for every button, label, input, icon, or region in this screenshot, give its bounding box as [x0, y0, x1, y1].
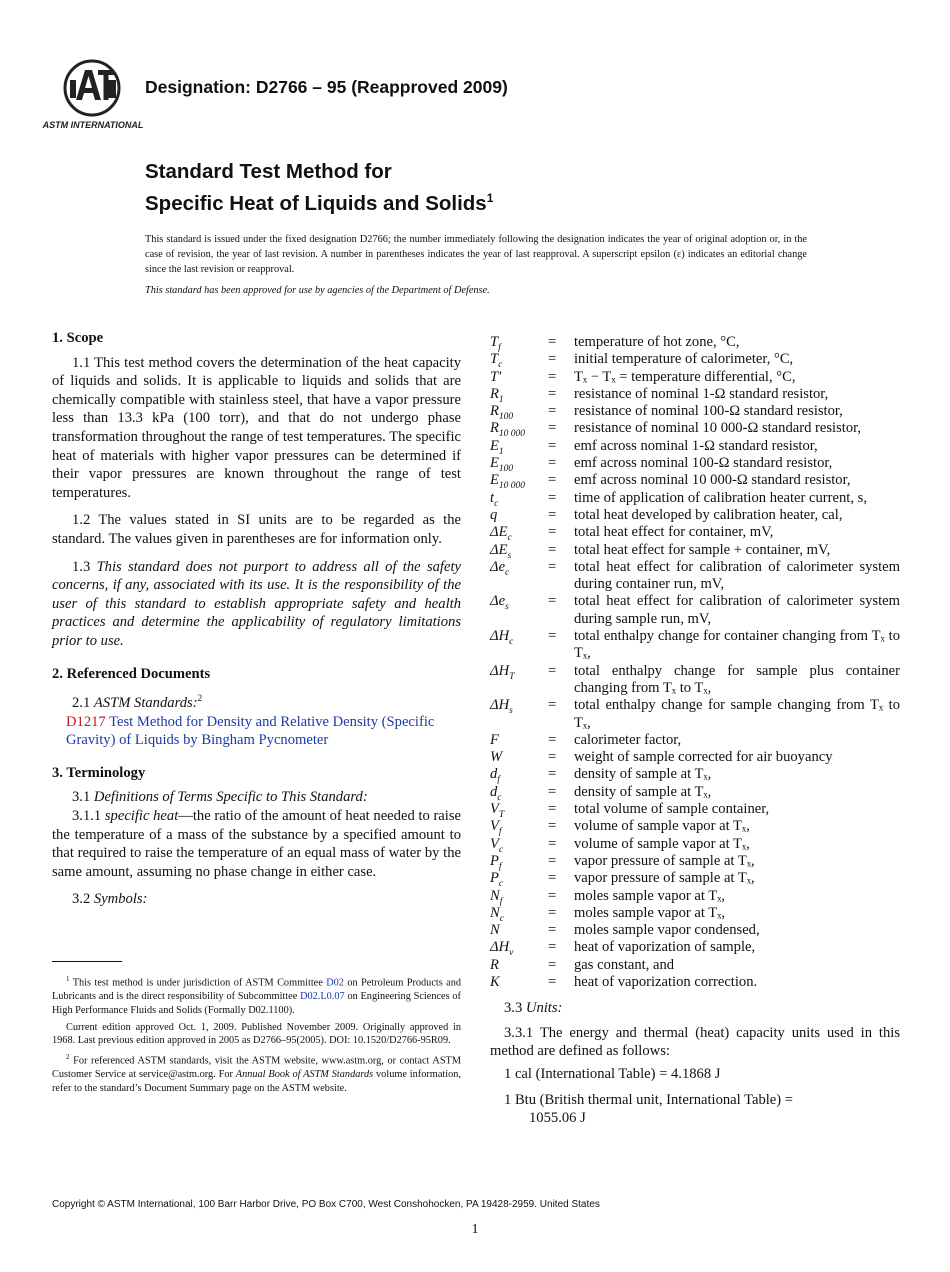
astm-standards-subheading: 2.1 ASTM Standards:$^2$: [72, 693, 203, 711]
symbol-description: total enthalpy change for sample plus container changing from Tₓ to Tₓ,: [574, 662, 900, 696]
symbol-row: [490, 818, 900, 835]
units-3-3-1: 3.3.1 The energy and thermal (heat) capacity units used in this method are defined as follows:: [490, 1024, 900, 1060]
symbol-description: vapor pressure of sample at Tₓ,: [574, 870, 755, 887]
equals-sign: =: [548, 887, 557, 904]
unit-btu-definition: 1 Btu (British thermal unit, International Table) =: [504, 1091, 794, 1108]
symbol: $t_c$: [490, 489, 499, 509]
symbol-row: [490, 870, 900, 887]
symbol: $\Delta H_v$: [490, 939, 514, 959]
symbol-row: [490, 888, 900, 905]
symbol: q: [490, 506, 498, 523]
symbol: $V_c$: [490, 835, 504, 855]
symbol-row: [490, 403, 900, 420]
symbol: $\Delta E_c$: [490, 524, 512, 544]
symbol-row: [490, 939, 900, 956]
equals-sign: =: [548, 801, 557, 818]
symbol-description: temperature of hot zone, °C,: [574, 334, 740, 350]
equals-sign: =: [548, 922, 557, 939]
symbol-description: initial temperature of calorimeter, °C,: [574, 351, 794, 368]
symbol: K: [490, 973, 500, 990]
equals-sign: =: [548, 593, 557, 610]
equals-sign: =: [548, 766, 557, 783]
symbol-row: [490, 784, 900, 801]
symbol-description: resistance of nominal 10 000-Ω standard resistor,: [574, 420, 862, 437]
symbol-description: volume of sample vapor at Tₓ,: [574, 818, 750, 835]
designation: Designation: D2766 – 95 (Reapproved 2009): [145, 77, 508, 97]
symbol-description: density of sample at Tₓ,: [574, 766, 712, 783]
scope-paragraph-1-2: 1.2 The values stated in SI units are to be regarded as the standard. The values given in parentheses are for information only.: [52, 512, 461, 547]
symbol-description: total heat effect for calibration of calorimeter system during container run, mV,: [574, 558, 900, 593]
equals-sign: =: [548, 541, 557, 558]
symbol-row: [490, 905, 900, 922]
symbol: $E_{10 000}$: [490, 472, 526, 492]
symbol-row: [490, 663, 900, 698]
symbol: $P_f$: [490, 852, 502, 872]
footnotes: [52, 973, 461, 1098]
equals-sign: =: [548, 852, 557, 869]
symbol-description: vapor pressure of sample at Tₓ,: [574, 852, 755, 869]
equals-sign: =: [548, 973, 557, 990]
scope-paragraph-1-1: 1.1 This test method covers the determination of the heat capacity of liquids and solids. It is applicable to liquids and solids that are chemically compatible with stainless steel, that have a vapor pressure less than 13.3 kPa (100 torr), and that do not undergo phase transformation throughout the range of test temperatures. The specific heat of materials with higher vapor pressures can be determined if their vapor pressures are known throughout the range of test temperatures.: [52, 354, 461, 501]
footnote-rule: [52, 961, 122, 962]
symbol: $\Delta H_c$: [490, 628, 514, 647]
page-number: 1: [471, 1222, 479, 1237]
equals-sign: =: [548, 368, 557, 385]
equals-sign: =: [548, 628, 557, 645]
symbol-description: total heat effect for calibration of calorimeter system during sample run, mV,: [574, 593, 900, 627]
symbol: $R_1$: [490, 385, 504, 405]
symbol-row: [490, 766, 900, 783]
symbol-row: [490, 507, 900, 524]
symbols-table: [490, 334, 900, 991]
right-column: [490, 334, 900, 1128]
symbol-description: gas constant, and: [574, 956, 675, 973]
symbol-description: total heat effect for container, mV,: [574, 524, 774, 541]
left-column: [52, 329, 461, 909]
symbol-row: [490, 749, 900, 766]
symbol-description: total enthalpy change for container changing from Tₓ to Tₓ,: [574, 628, 900, 662]
symbol-row: [490, 697, 900, 732]
unit-btu-value: 1055.06 J: [529, 1110, 586, 1127]
symbol-description: total heat effect for sample + container, mV,: [574, 541, 831, 558]
symbol-row: [490, 974, 900, 991]
symbol: $E_{100}$: [490, 455, 514, 474]
footnote-1: $^1$ This test method is under jurisdiction of ASTM Committee D02 on Petroleum Products and Lubricants and is the direct responsibility of Subcommittee D02.L0.07 on Engineering Sciences of High Performance Fluids and Solids (Formally D02.1100).: [52, 975, 462, 1016]
symbol: $d_f$: [490, 766, 500, 786]
link-d02[interactable]: D02: [326, 977, 344, 989]
equals-sign: =: [548, 749, 557, 766]
symbol-row: [490, 351, 900, 368]
equals-sign: =: [548, 662, 557, 679]
symbol: $\Delta H_s$: [490, 697, 513, 717]
equals-sign: =: [548, 351, 557, 368]
equals-sign: =: [548, 472, 557, 489]
symbol-description: Tₓ − Tₓ = temperature differential, °C,: [574, 368, 796, 385]
symbol-row: [490, 420, 900, 437]
symbol-description: moles sample vapor condensed,: [574, 922, 760, 939]
astm-logo-icon: [42, 58, 144, 132]
title-line-2: Specific Heat of Liquids and Solids$^1$: [145, 191, 494, 215]
symbol-description: heat of vaporization correction.: [574, 973, 758, 990]
symbol-description: total heat developed by calibration heater, cal,: [574, 506, 843, 523]
section-scope-heading: 1. Scope: [52, 330, 104, 346]
equals-sign: =: [548, 437, 557, 454]
equals-sign: =: [548, 870, 557, 887]
dod-approval-note: This standard has been approved for use by agencies of the Department of Defense.: [145, 285, 490, 296]
document-title: [145, 158, 493, 217]
symbol: $T_f$: [490, 334, 501, 353]
symbol-row: [490, 628, 900, 663]
symbol: $V_f$: [490, 818, 502, 838]
symbol-description: resistance of nominal 100-Ω standard resistor,: [574, 403, 843, 420]
symbol-row: [490, 957, 900, 974]
symbol-row: [490, 836, 900, 853]
equals-sign: =: [548, 939, 557, 956]
equals-sign: =: [548, 697, 557, 714]
symbol: N: [490, 922, 500, 939]
units-3-3: 3.3 Units:: [504, 1000, 563, 1017]
symbol-row: [490, 801, 900, 818]
symbol-row: [490, 472, 900, 489]
terminology-3-1: 3.1 Definitions of Terms Specific to This Standard:: [72, 789, 368, 806]
symbol-row: [490, 559, 900, 594]
title-line-1: Standard Test Method for: [145, 160, 392, 183]
symbol-description: weight of sample corrected for air buoyancy: [574, 749, 833, 766]
terminology-3-2: 3.2 Symbols:: [72, 891, 148, 908]
symbol-row: [490, 732, 900, 749]
symbol: $N_c$: [490, 904, 504, 924]
symbol: T′: [490, 368, 502, 385]
symbol-row: [490, 542, 900, 559]
symbol-description: time of application of calibration heater current, s,: [574, 489, 867, 506]
equals-sign: =: [548, 818, 557, 835]
title-footnote-mark[interactable]: 1: [486, 191, 494, 205]
symbol-row: [490, 369, 900, 386]
equals-sign: =: [548, 420, 557, 437]
symbol: $E_1$: [490, 437, 504, 457]
symbol: $P_c$: [490, 870, 504, 890]
section-referenced-documents-heading: 2. Referenced Documents: [52, 665, 211, 682]
equals-sign: =: [548, 731, 557, 748]
symbol-row: [490, 593, 900, 628]
reference-d1217[interactable]: D1217 Test Method for Density and Relative Density (Specific Gravity) of Liquids by Bingham Pycnometer: [66, 713, 435, 749]
symbol-row: [490, 922, 900, 939]
equals-sign: =: [548, 385, 557, 402]
symbol-description: moles sample vapor at Tₓ,: [574, 887, 726, 904]
astm-logo: [42, 58, 144, 132]
symbol-row: [490, 386, 900, 403]
unit-cal-definition: 1 cal (International Table) = 4.1868 J: [504, 1066, 721, 1083]
terminology-3-1-1: 3.1.1 specific heat—the ratio of the amount of heat needed to raise the temperature of a mass of the substance by a specified amount to that required to raise the temperature of an equal mass of water by the same amount, assuming no phase change in either case.: [52, 807, 461, 880]
symbol-description: heat of vaporization of sample,: [574, 939, 756, 956]
symbol-description: emf across nominal 10 000-Ω standard resistor,: [574, 472, 851, 489]
symbol: $\Delta E_s$: [490, 541, 512, 561]
symbol-row: [490, 334, 900, 351]
footnote-2: $^2$ For referenced ASTM standards, visit the ASTM website, www.astm.org, or contact ASTM Customer Service at service@astm.org. For Annual Book of ASTM Standards volume information, refer to the standard’s Document Summary page on the ASTM website.: [52, 1052, 462, 1094]
equals-sign: =: [548, 334, 557, 350]
svg-text:ASTM INTERNATIONAL: ASTM INTERNATIONAL: [42, 120, 144, 130]
footnote-1-edition: Current edition approved Oct. 1, 2009. Published November 2009. Originally approved in 1968. Last previous edition approved in 2005 as D2766–95(2005). DOI: 10.1520/D2766-95R09.: [52, 1021, 461, 1047]
equals-sign: =: [548, 783, 557, 800]
equals-sign: =: [548, 489, 557, 506]
symbol: $V_T$: [490, 801, 505, 820]
symbol: $\Delta e_s$: [490, 593, 509, 613]
symbol: $\Delta H_T$: [490, 662, 515, 682]
symbol-description: resistance of nominal 1-Ω standard resistor,: [574, 385, 829, 402]
link-d02-l0-07[interactable]: D02.L0.07: [300, 991, 345, 1003]
symbol-description: total enthalpy change for sample changing from Tₓ to Tₓ,: [574, 697, 900, 731]
symbol-row: [490, 524, 900, 541]
symbol: W: [490, 749, 503, 766]
issuance-notice: This standard is issued under the fixed designation D2766; the number immediately following the designation indicates the year of original adoption or, in the case of revision, the year of last revision. A number in parentheses indicates the year of last reapproval. A superscript epsilon (ε) indicates an editorial change since the last revision or reapproval.: [145, 234, 807, 275]
equals-sign: =: [548, 403, 557, 420]
units-section: [490, 999, 900, 1128]
symbol: $R_{100}$: [490, 403, 514, 423]
symbol-description: density of sample at Tₓ,: [574, 783, 712, 800]
symbol-row: [490, 438, 900, 455]
symbol-row: [490, 490, 900, 507]
equals-sign: =: [548, 956, 557, 973]
symbol-row: [490, 455, 900, 472]
symbol-description: emf across nominal 1-Ω standard resistor,: [574, 437, 818, 454]
symbol: $N_f$: [490, 887, 503, 907]
equals-sign: =: [548, 835, 557, 852]
symbol-description: emf across nominal 100-Ω standard resistor,: [574, 455, 833, 472]
symbol: $\Delta e_c$: [490, 558, 510, 578]
equals-sign: =: [548, 524, 557, 541]
symbol: $d_c$: [490, 783, 502, 803]
symbol-description: moles sample vapor at Tₓ,: [574, 904, 726, 921]
equals-sign: =: [548, 558, 557, 575]
section-terminology-heading: 3. Terminology: [52, 764, 146, 781]
equals-sign: =: [548, 455, 557, 472]
scope-paragraph-1-3: 1.3 This standard does not purport to address all of the safety concerns, if any, associated with its use. It is the responsibility of the user of this standard to establish appropriate safety and health practices and determine the applicability of regulatory limitations prior to use.: [52, 558, 461, 649]
symbol-description: volume of sample vapor at Tₓ,: [574, 835, 750, 852]
symbol: $R_{10 000}$: [490, 420, 526, 440]
equals-sign: =: [548, 506, 557, 523]
symbol: R: [490, 956, 499, 973]
symbol: F: [490, 731, 499, 748]
symbol-row: [490, 853, 900, 870]
symbol-description: total volume of sample container,: [574, 801, 770, 818]
copyright-footer: Copyright © ASTM International, 100 Barr Harbor Drive, PO Box C700, West Conshohocken, PA 19428-2959. United States: [52, 1199, 600, 1210]
symbol: $T_c$: [490, 351, 503, 371]
symbol-description: calorimeter factor,: [574, 731, 682, 748]
equals-sign: =: [548, 904, 557, 921]
